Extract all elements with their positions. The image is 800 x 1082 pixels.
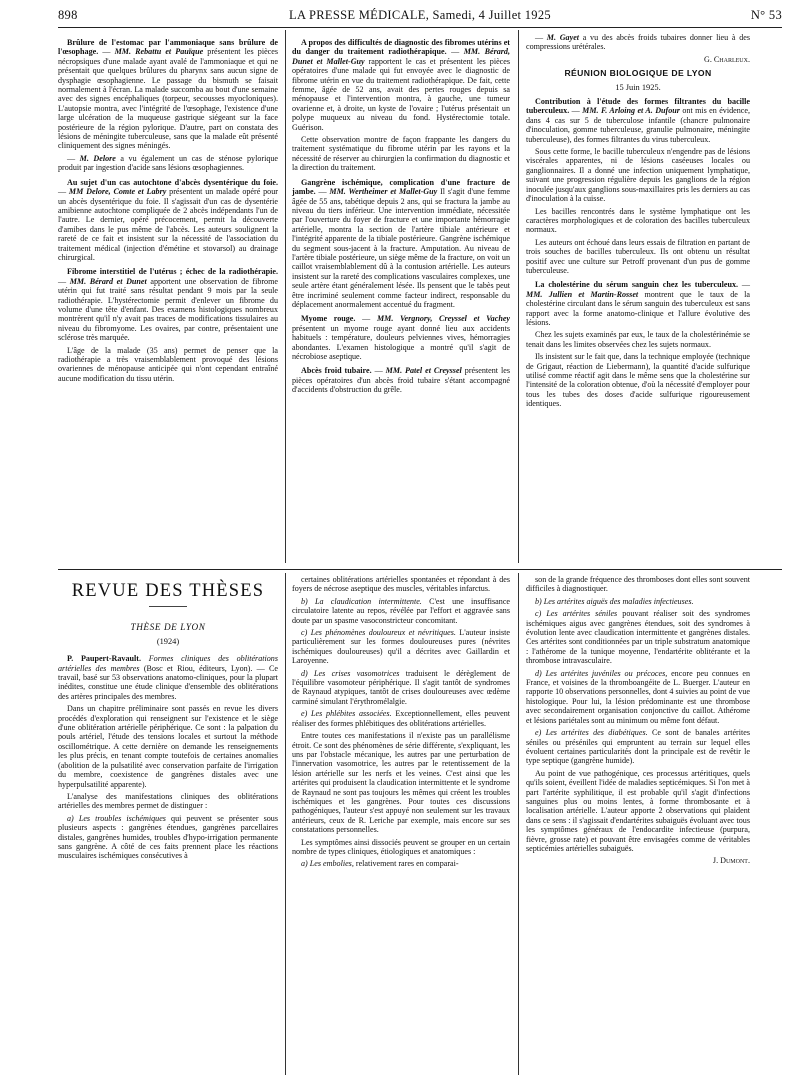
paragraph-body: L'auteur insiste particulièrement sur les formes douloureuses pures (névrites ischémiques douloureuses) qu'il a décrites avec Gaillardin et Laroyenne. bbox=[292, 628, 510, 666]
paragraph-title: Les artérites des diabétiques. bbox=[545, 728, 648, 738]
paragraph-body: Les symptômes ainsi dissociés peuvent se grouper en un certain nombre de types cliniques, étiologiques et anatomiques : bbox=[292, 837, 510, 856]
report-title: La cholestérine du sérum sanguin chez les tuberculeux. bbox=[535, 280, 739, 290]
heading-rule bbox=[149, 606, 187, 607]
column-divider bbox=[518, 30, 519, 563]
report-paragraph bbox=[526, 238, 750, 276]
paragraph-body: Au point de vue pathogénique, ces processus artéritiques, quels qu'ils soient, éveillent l'idée de maladies septicémiques. Si l'on met à part l'artérite syphilitique, il est probable qu'il s'agit d'infections sanguines plus ou moins lentes, à forme thrombosante et à localisation artérielle. L'auteur apporte 2 observations qui plaident dans ce sens : il s'agissait d'endartérites subaiguës évoluant avec tous les symptômes généraux de l'endocardite infectieuse (purpura, fièvre, grosse rate) et pouvant être envisagées comme de véritables septicémies artérielles subaiguës. bbox=[526, 768, 750, 853]
author-signature: J. Dumont. bbox=[712, 856, 750, 866]
thesis-year: (1924) bbox=[156, 636, 180, 646]
report-body: présentent les pièces opératoires d'un abcès froid tubaire s'étant accompagné d'accidents d'obstruction du grêle. bbox=[292, 366, 511, 395]
paragraph-lead: a) bbox=[301, 859, 308, 869]
paragraph-title: Les phlébites associées. bbox=[311, 709, 392, 719]
thesis-paragraph bbox=[292, 859, 510, 868]
column-2 bbox=[292, 33, 510, 398]
paragraph-body: qui peuvent se présenter sous plusieurs aspects : gangrènes étendues, gangrènes parcellaires distales, gangrènes humides, troubles d'hypo-irrigation permanente sans gangrène. A côté de ces faits prennent place les réactions musculaires ischémiques consécutives à bbox=[58, 813, 278, 861]
report-body: Sous cette forme, le bacille tuberculeux n'engendre pas de lésions viscérales apparentes, ni de lésions caséeuses locales ou ganglionnaires. Il a donné une infection uniquement lymphatique, suivant une progression régulière depuis les ganglions de la région inoculée jusqu'aux ganglions sous-maxillaires pris les derniers au cas d'inoculation à la cuisse. bbox=[526, 147, 750, 204]
report-body: présentent un malade opéré pour un abcès dysentérique du foie. Il s'agissait d'un cas de dysentérie amibienne autochtone compliquée de 2 abcès indépendants l'un de l'autre. Le dernier, opéré précocement, permit la découverte d'amibes dans le pus même de l'abcès. Les auteurs soulignent la rareté de ce fait et insistent sur la nécessité de l'association du traitement médical (injection d'émétine et stovarsol) au drainage chirurgical. bbox=[58, 187, 278, 262]
thesis-paragraph bbox=[292, 628, 510, 666]
paragraph-body: son de la grande fréquence des thromboses dont elles sont souvent difficiles à diagnostiquer. bbox=[526, 575, 750, 594]
report-body: a vu des abcès froids tubaires donner lieu à des compressions urétérales. bbox=[526, 33, 750, 52]
report-authors: MM Delore, Comte et Labry bbox=[68, 187, 167, 197]
report-title: A propos des difficultés de diagnostic des fibromes utérins et du danger du traitement radiothérapique. bbox=[292, 38, 510, 57]
report-paragraph: — M. Delore a vu également un cas de sténose pylorique produit par ingestion d'acide sans lésions œsophagiennes. bbox=[58, 153, 279, 173]
report-authors: MM. Bérard et Dunet bbox=[69, 276, 147, 286]
section-date: 15 Juin 1925. bbox=[615, 82, 661, 92]
report-body: Les auteurs ont échoué dans leurs essais de filtration en partant de trois souches de bacilles tuberculeux. Ils ont obtenu un résultat positif avec une culture sur Petroff provenant d'un pus de gomme tuberculeuse. bbox=[526, 237, 750, 275]
paragraph-title: La claudication intermittente. bbox=[314, 596, 422, 606]
report-title: Au sujet d'un cas autochtone d'abcès dysentérique du foie. bbox=[67, 177, 278, 187]
thesis-paragraph bbox=[526, 669, 750, 725]
journal-title: LA PRESSE MÉDICALE, Samedi, 4 Juillet 1925 bbox=[289, 8, 551, 22]
report-authors: M. Gayet bbox=[546, 33, 580, 42]
paragraph-body: Ce sont de banales artérites séniles ou préséniles qui empruntent au terrain sur lequel elles évoluent certaines particularités dont la principale est de revêtir le type septique (gangrène humide). bbox=[526, 728, 750, 766]
report-body: Les bacilles rencontrés dans le système lymphatique ont les caractères morphologiques et de coloration des bacilles tuberculeux normaux. bbox=[526, 206, 750, 235]
report-body: L'âge de la malade (35 ans) permet de penser que la radiothérapie a très vraisemblablement provoqué des lésions ovariennes de ménopause anticipée qui n'ont cependant entraîné aucune modification du tissu utérin. bbox=[58, 345, 278, 383]
paragraph-title: Les embolies, bbox=[309, 859, 354, 869]
report-body: rapportent le cas et présentent les pièces opératoires d'une malade qui fut envoyée avec le diagnostic de fibrome utérin en vue du traitement radiothérapique. De fait, cette femme, âgée de 52 ans, avait des pertes rouges depuis sa ménopause et l'intervention montra, à gauche, une tumeur ovarienne et, à droite, un kyste de l'ovaire ; l'utérus présentait un polype muqueux au niveau du fond. Hystérectomie totale. Guérison. bbox=[292, 56, 510, 132]
report-body: Chez les sujets examinés par eux, le taux de la cholestérinémie se tenait dans les limites observées chez les sujets normaux. bbox=[526, 330, 750, 349]
report-paragraph: Gangrène ischémique, complication d'une fracture de jambe. — MM. Wertheimer et Mallet-Guy Il s'agit d'une femme âgée de 55 ans, tabétique depuis 2 ans, qui se fractura la jambe au niveau du tiers inférieur. Une intervention immédiate, nécessitée par l'ouverture du foyer de fracture et une importante hémorragie artérielle, montra la section de l'artère tibiale antérieure et l'intégrité apparente de la tibiale postérieure. Gangrène ischémique du segment sous-jacent à la fracture. Amputation. Au niveau de l'artère tibiale postérieure, un siège même de la fracture, on voit un caillot vraisemblablement dû à la contusion artérielle. Les auteurs insistent sur la rareté des complications vasculaires complexes, une seule artère étant généralement lésée. Ils pensent que le tabès peut être incriminé seulement comme facteur indirect, responsable du déplacement anormalement accentué du fragment. bbox=[292, 177, 511, 309]
section-rule bbox=[58, 569, 782, 570]
thesis-paragraph bbox=[58, 654, 278, 701]
thesis-paragraph bbox=[526, 597, 750, 606]
thesis-paragraph bbox=[526, 728, 750, 766]
thesis-paragraph bbox=[58, 792, 278, 811]
column-divider bbox=[518, 573, 519, 1075]
paragraph-title: Formes cliniques des oblitérations artérielles des membres bbox=[58, 654, 278, 673]
report-body: ont mis en évidence, dans 4 cas sur 5 de tuberculose infantile (chancre pulmonaire d'inoculation, gomme tuberculeuse, granulie pulmonaire, méningite tuberculeuse), des formes filtrantes du virus tuberculeux. bbox=[526, 106, 751, 144]
paragraph-lead: c) bbox=[301, 628, 308, 638]
report-body: présentent un myome rouge ayant donné lieu aux accidents habituels : température, douleurs pelviennes vives, hémorragies abondantes. L'examen histologique a montré qu'il s'agit de nécrobiose aseptique. bbox=[292, 323, 510, 361]
paragraph-lead: e) bbox=[535, 728, 542, 738]
report-paragraph: — M. Gayet a vu des abcès froids tubaires donner lieu à des compressions urétérales. bbox=[526, 33, 750, 52]
paragraph-lead: a) bbox=[67, 813, 74, 823]
header-rule bbox=[58, 27, 782, 28]
report-authors: MM. Vergnory, Creyssel et Vachey bbox=[376, 314, 511, 324]
paragraph-body: pouvant réaliser soit des syndromes ischémiques aigus avec gangrènes étendues, soit des syndromes à évolution lente avec claudication intermittente et gangrènes distales. Ces artérites sont conditionnées par un triple substratum anatomique : l'athérome de la tunique moyenne, l'endartérite oblitérante et la thrombose intravasculaire. bbox=[526, 609, 751, 666]
paragraph-title: Les artérites séniles bbox=[546, 609, 618, 619]
paragraph-body: traduisent le dérèglement de l'équilibre vasomoteur périphérique. Il s'agit tantôt de syndromes de Raynaud atypiques, tantôt de crises douloureuses avec œdème carminé simulant l'érythromélalgie. bbox=[292, 668, 510, 706]
paragraph-lead: e) bbox=[301, 709, 308, 719]
report-body: montrent que le taux de la cholestérine circulant dans le sérum sanguin des tuberculeux est sans rapport avec la forme anatomo-clinique et l'allure évolutive des lésions. bbox=[526, 289, 750, 327]
report-authors: MM. Rebattu et Pauïque bbox=[114, 47, 204, 57]
thesis-paragraph bbox=[292, 731, 510, 834]
paragraph-lead: d) bbox=[535, 668, 542, 678]
report-authors: MM. Wertheimer et Mallet-Guy bbox=[329, 187, 438, 197]
column-divider bbox=[285, 30, 286, 563]
report-title: Gangrène ischémique, complication d'une fracture de jambe. bbox=[292, 177, 510, 197]
column-divider bbox=[285, 573, 286, 1075]
report-authors: M. Delore bbox=[79, 153, 116, 163]
report-title: Fibrome interstitiel de l'utérus ; échec de la radiothérapie. bbox=[67, 267, 278, 277]
paragraph-body: Exceptionnellement, elles peuvent réaliser des formes phlébitiques des oblitérations artérielles. bbox=[292, 709, 511, 728]
report-paragraph bbox=[526, 352, 750, 408]
report-title: Myome rouge. bbox=[301, 314, 356, 324]
thesis-paragraph bbox=[292, 575, 510, 594]
paragraph-lead: b) bbox=[535, 596, 542, 606]
report-paragraph: Fibrome interstitiel de l'utérus ; échec de la radiothérapie. — MM. Bérard et Dunet apportent une observation de fibrome utérin qui fut traité sans résultat pendant 9 mois par la seule radiothérapie. L'hystérectomie permit d'enlever un fibrome du volume d'une tête d'enfant. Des examens histologiques nombreux montrèrent qu'il n'y avait pas traces de modifications tissulaires au niveau du fibromyome. Les ovaires, par contre, présentaient une sclérose très marquée. bbox=[58, 267, 278, 343]
paragraph-body: certaines oblitérations artérielles spontanées et répondant à des foyers de nécrose aseptique des muscles, véritables infarctus. bbox=[292, 575, 510, 594]
report-title: Brûlure de l'estomac par l'ammoniaque sans brûlure de l'œsophage. bbox=[58, 38, 278, 57]
thesis-paragraph bbox=[292, 709, 510, 728]
report-body: Ils insistent sur le fait que, dans la technique employée (technique de Grigaut, réaction de Liebermann), la quantité d'acide sulfurique utilisé comme réactif agit dans le même sens que la cholestérine sur l'intensité de la coloration obtenue, d'où la nécessité d'employer pour tous les tubes des doses d'acide sulfurique rigoureusement identiques. bbox=[526, 352, 750, 409]
report-authors: MM. Bérard, Dunet et Mallet-Guy bbox=[292, 47, 510, 66]
paragraph-body: Entre toutes ces manifestations il n'existe pas un parallélisme étroit. Ce sont des phénomènes de série différente, s'expliquant, les uns par l'obstacle mécanique, les autres par une perturbation de l'innervation vasomotrice, les autres par le retentissement de la lésion artérielle sur les nerfs et les veines. C'est ainsi que les artérites qui produisent la claudication intermittente et le syndrome de Raynaud ne sont pas toujours les mêmes qui créent les troubles ischémiques et les gangrènes. Pour toutes ces discussions pathogéniques, l'auteur s'est appuyé non seulement sur les travaux antérieurs, ceux de R. Leriche par exemple, mais encore sur ses constatations personnelles. bbox=[292, 731, 510, 835]
report-body: Cette observation montre de façon frappante les dangers du traitement systématique du fibrome utérin par les rayons et la nécessité de réserver au chirurgien la confirmation du diagnostic et la direction du traitement. bbox=[292, 135, 510, 173]
paragraph-lead: b) bbox=[301, 596, 308, 606]
column-3 bbox=[526, 33, 750, 412]
report-body: présentent les pièces nécropsiques d'une malade ayant avalé de l'ammoniaque et qui ne présentait que quelques brûlures du pharynx sans aucun signe de dysphagie œsophagienne. Le passage du bismuth se faisait normalement à l'écran. La malade succomba au bout d'une semaine avec des signes encéphaliques (torpeur, secousses myocloniques). L'autopsie montra, avec l'intégrité de l'œsophage, l'existence d'une large ulcération de la muqueuse gastrique siégeant sur la face postérieure de la région pylorique. D'autre, part on constata des lésions de méningite tuberculeuse, sans que la malade eût présenté cliniquement des signes méningés. bbox=[58, 47, 279, 151]
paragraph-title: Les troubles ischémiques bbox=[78, 813, 166, 823]
report-paragraph: A propos des difficultés de diagnostic des fibromes utérins et du danger du traitement radiothérapique. — MM. Bérard, Dunet et Mallet-Guy rapportent le cas et présentent les pièces opératoires d'une malade qui fut envoyée avec le diagnostic de fibrome utérin en vue du traitement radiothérapique. De fait, cette femme, âgée de 52 ans, avait des pertes rouges depuis sa ménopause et l'intervention montra, à gauche, une tumeur ovarienne et, à droite, un kyste de l'ovaire ; l'utérus présentait un polype muqueux au niveau du fond. Hystérectomie totale. Guérison. bbox=[292, 38, 510, 132]
paragraph-body: L'analyse des manifestations cliniques des oblitérations artérielles des membres permet de distinguer : bbox=[58, 791, 278, 811]
report-body: Il s'agit d'une femme âgée de 55 ans, tabétique depuis 2 ans, qui se fractura la jambe au niveau du tiers inférieur. Une intervention immédiate, nécessitée par l'ouverture du foyer de fracture et une importante hémorragie artérielle, montra la section de l'artère tibiale antérieure et l'intégrité apparente de la tibiale postérieure. Gangrène ischémique du segment sous-jacent à la fracture. Amputation. Au niveau de l'artère tibiale postérieure, un siège même de la fracture, on voit un caillot vraisemblablement dû à la contusion artérielle. Les auteurs insistent sur la rareté des complications vasculaires complexes, une seule artère étant généralement lésée. Ils pensent que le tabès peut être incriminé seulement comme facteur indirect, responsable du déplacement anormalement accentué du fragment. bbox=[292, 187, 511, 309]
revue-column-1 bbox=[58, 573, 278, 864]
thesis-paragraph bbox=[526, 609, 750, 665]
paragraph-lead: d) bbox=[301, 668, 308, 678]
revue-heading: REVUE DES THÈSES bbox=[71, 581, 265, 601]
thesis-paragraph bbox=[58, 704, 278, 789]
report-paragraph bbox=[292, 135, 510, 173]
report-paragraph bbox=[526, 147, 750, 203]
page-header bbox=[58, 6, 782, 26]
report-paragraph bbox=[526, 330, 750, 349]
paragraph-body: (Bosc et Riou, éditeurs, Lyon). — Ce travail, basé sur 53 observations anatomo-cliniques, pour la plupart inédites, constitue une étude clinique d'ensemble des oblitérations des artères principales des membres. bbox=[58, 663, 279, 701]
report-body: a vu également un cas de sténose pylorique produit par ingestion d'acide sans lésions œsophagiennes. bbox=[58, 153, 279, 173]
revue-column-1-body bbox=[58, 654, 278, 861]
report-authors: MM. F. Arloing et A. Dufour bbox=[582, 106, 680, 116]
report-body: apportent une observation de fibrome utérin qui fut traité sans résultat pendant 9 mois par la seule radiothérapie. L'hystérectomie permit d'enlever un fibrome du volume d'une tête d'enfant. Des examens histologiques nombreux montrèrent qu'il n'y avait pas traces de modifications tissulaires au niveau du fibromyome. Les ovaires, par contre, présentaient une sclérose très marquée. bbox=[58, 276, 278, 343]
report-title: Contribution à l'étude des formes filtrantes du bacille tuberculeux. bbox=[526, 97, 750, 116]
report-paragraph: La cholestérine du sérum sanguin chez les tuberculeux. — MM. Jullien et Martin-Rosset montrent que le taux de la cholestérine circulant dans le sérum sanguin des tuberculeux est sans rapport avec la forme anatomo-clinique et l'allure évolutive des lésions. bbox=[526, 280, 750, 327]
report-paragraph: Contribution à l'étude des formes filtrantes du bacille tuberculeux. — MM. F. Arloing et A. Dufour ont mis en évidence, dans 4 cas sur 5 de tuberculose infantile (chancre pulmonaire d'inoculation, gomme tuberculeuse, granulie pulmonaire, méningite tuberculeuse), des formes filtrantes du virus tuberculeux. bbox=[526, 97, 751, 144]
paragraph-lead: c) bbox=[535, 609, 542, 619]
report-paragraph: Abcès froid tubaire. — MM. Patel et Creyssel présentent les pièces opératoires d'un abcès froid tubaire s'étant accompagné d'accidents d'obstruction du grêle. bbox=[292, 366, 511, 395]
report-paragraph bbox=[58, 346, 278, 384]
issue-number: N° 53 bbox=[750, 8, 782, 22]
report-authors: MM. Patel et Creyssel bbox=[385, 366, 462, 376]
report-authors: MM. Jullien et Martin-Rosset bbox=[526, 289, 639, 299]
section-title: RÉUNION BIOLOGIQUE DE LYON bbox=[564, 68, 712, 79]
report-paragraph bbox=[526, 207, 750, 235]
revue-column-3 bbox=[526, 575, 750, 866]
paragraph-lead: P. Paupert-Ravault. bbox=[67, 654, 141, 664]
paragraph-body: encore peu connues en France, et voisines de la thromboangéite de L. Buerger. L'auteur en rapporte 10 observations personnelles, dont 4 suivies au point de vue histologique. Pour lui, la lésion prédominante est une thrombose avec secondairement organisation conjonctive du caillot. Athérome et lésions pariétales sont au minimum ou même font défaut. bbox=[526, 668, 751, 725]
thesis-paragraph bbox=[292, 669, 510, 707]
paragraph-body: C'est une insuffisance circulatoire latente au repos, révélée par l'effort et aggravée sans doute par un spasme vasoconstricteur concomitant. bbox=[292, 596, 511, 625]
paragraph-title: Les crises vasomotrices bbox=[314, 668, 400, 678]
thesis-paragraph bbox=[292, 838, 510, 857]
report-paragraph: Myome rouge. — MM. Vergnory, Creyssel et Vachey présentent un myome rouge ayant donné lieu aux accidents habituels : température, douleurs pelviennes vives, hémorragies abondantes. L'examen histologique a montré qu'il s'agit de nécrobiose aseptique. bbox=[292, 314, 511, 361]
thesis-paragraph bbox=[526, 769, 750, 854]
paragraph-title: Les artérites juvéniles ou précoces, bbox=[545, 668, 668, 678]
paragraph-body: Dans un chapitre préliminaire sont passés en revue les divers procédés d'exploration qui renseignent sur l'existence et le siège d'une oblitération artérielle périphérique. Ce sont : la palpation du pouls artériel, l'étude des tensions locales et surtout la méthode oscillométrique. A cette dernière on demande les renseignements les plus précis, en tenant compte toutefois de certaines anomalies (abolition de la pulsatilité avec conservation parfaite de l'irrigation du membre, coexistence de gangrènes distales avec une hyperpulsatilité apparente). bbox=[58, 704, 278, 789]
thesis-paragraph bbox=[526, 575, 750, 594]
thesis-paragraph bbox=[292, 597, 510, 625]
report-title: Abcès froid tubaire. bbox=[301, 366, 372, 376]
report-paragraph: Brûlure de l'estomac par l'ammoniaque sans brûlure de l'œsophage. — MM. Rebattu et Pauïque présentent les pièces nécropsiques d'une malade ayant avalé de l'ammoniaque et qui ne présentait que quelques brûlures du pharynx sans aucun signe de dysphagie œsophagienne. Le passage du bismuth se faisait normalement à l'écran. La malade succomba au bout d'une semaine avec des signes encéphaliques (torpeur, secousses myocloniques). L'autopsie montra, avec l'intégrité de l'œsophage, l'existence d'une large ulcération de la muqueuse gastrique siégeant sur la face postérieure de la région pylorique. D'autre, part on constata des lésions de méningite tuberculeuse, sans que la malade eût présenté cliniquement des signes méningés. bbox=[58, 38, 279, 151]
author-signature: G. Charleux. bbox=[704, 54, 750, 64]
paragraph-body: relativement rares en comparai- bbox=[355, 859, 459, 869]
paragraph-title: Les phénomènes douloureux et névritiques. bbox=[310, 628, 456, 638]
paragraph-title: Les artérites aiguës des maladies infectieuses. bbox=[543, 596, 694, 606]
thesis-subheading: THÈSE DE LYON bbox=[130, 622, 206, 633]
thesis-paragraph bbox=[58, 814, 278, 861]
page-number: 898 bbox=[58, 8, 78, 22]
report-paragraph: Au sujet d'un cas autochtone d'abcès dysentérique du foie. — MM Delore, Comte et Labry présentent un malade opéré pour un abcès dysentérique du foie. Il s'agissait d'un cas de dysentérie amibienne autochtone compliquée de 2 abcès indépendants l'un de l'autre. Le dernier, opéré précocement, permit la découverte d'amibes dans le pus même de l'abcès. Les auteurs soulignent la rareté de ce fait et insistent sur la nécessité de l'association du traitement médical (injection d'émétine et stovarsol) au drainage chirurgical. bbox=[58, 177, 278, 262]
revue-column-2 bbox=[292, 575, 510, 872]
column-1 bbox=[58, 33, 278, 386]
